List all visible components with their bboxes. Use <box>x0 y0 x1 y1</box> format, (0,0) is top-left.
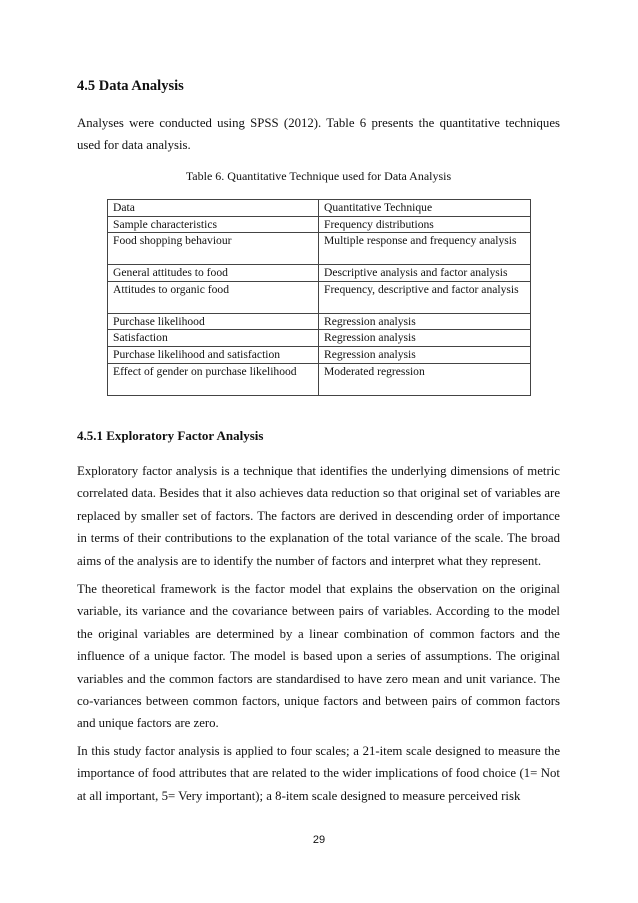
table-cell-data: Purchase likelihood <box>108 313 319 330</box>
table-cell-data: Effect of gender on purchase likelihood <box>108 363 319 395</box>
quantitative-technique-table <box>107 199 531 396</box>
table-row <box>108 330 531 347</box>
subsection-heading: 4.5.1 Exploratory Factor Analysis <box>77 428 264 443</box>
table-header-data: Data <box>108 200 319 217</box>
table-caption: Table 6. Quantitative Technique used for Data Analysis <box>185 169 452 183</box>
table-cell-technique: Frequency distributions <box>319 216 531 233</box>
table-cell-data: Purchase likelihood and satisfaction <box>108 346 319 363</box>
page-number: 29 <box>312 834 326 846</box>
table-header-technique: Quantitative Technique <box>319 200 531 217</box>
table-cell-data: Satisfaction <box>108 330 319 347</box>
table-row <box>108 346 531 363</box>
table-row <box>108 216 531 233</box>
table-row <box>108 233 531 265</box>
table-header-row <box>108 200 531 217</box>
table-cell-technique: Descriptive analysis and factor analysis <box>319 265 531 282</box>
body-paragraph: The theoretical framework is the factor model that explains the observation on the original variable, its variance and the covariance between pairs of variables. According to the model the original variables are determined by a linear combination of common factors and the influence of a unique factor. The model is based upon a series of assumptions. The original variables and the common factors are standardised to have zero mean and unit variance. The co-variances between common factors, unique factors and between pairs of common factors and unique factors are zero. <box>77 582 560 731</box>
table-cell-technique: Regression analysis <box>319 346 531 363</box>
table-cell-data: Sample characteristics <box>108 216 319 233</box>
table-cell-data: Food shopping behaviour <box>108 233 319 265</box>
body-paragraph: In this study factor analysis is applied to four scales; a 21-item scale designed to measure the importance of food attributes that are related to the wider implications of food choice (1= Not at all important, 5= Very important); a 8-item scale designed to measure perceived risk <box>77 744 560 803</box>
table-cell-data: General attitudes to food <box>108 265 319 282</box>
table-cell-technique: Frequency, descriptive and factor analysis <box>319 281 531 313</box>
table-row <box>108 281 531 313</box>
intro-paragraph: Analyses were conducted using SPSS (2012). Table 6 presents the quantitative techniques used for data analysis. <box>77 116 560 153</box>
table-cell-technique: Multiple response and frequency analysis <box>319 233 531 265</box>
table-cell-technique: Moderated regression <box>319 363 531 395</box>
section-heading: 4.5 Data Analysis <box>77 78 184 94</box>
table-cell-data: Attitudes to organic food <box>108 281 319 313</box>
table-cell-technique: Regression analysis <box>319 330 531 347</box>
table-row <box>108 265 531 282</box>
table-row <box>108 363 531 395</box>
body-paragraph: Exploratory factor analysis is a technique that identifies the underlying dimensions of metric correlated data. Besides that it also achieves data reduction so that original set of variables are replaced by smaller set of factors. The factors are derived in descending order of importance in terms of their contributions to the explanation of the total variance of the scale. The broad aims of the analysis are to identify the number of factors and interpret what they represent. <box>77 464 560 568</box>
table-cell-technique: Regression analysis <box>319 313 531 330</box>
table-row <box>108 313 531 330</box>
